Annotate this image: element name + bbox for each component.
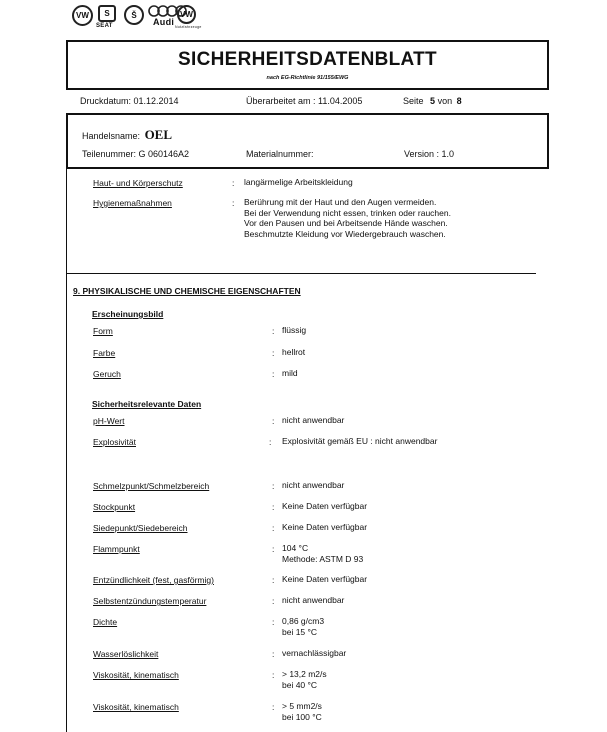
hygiene-line: Berührung mit der Haut und den Augen vermeiden.: [244, 197, 437, 207]
property-value-line: 104 °C: [282, 543, 309, 553]
property-value-line: nicht anwendbar: [282, 415, 345, 425]
trade-name: [82, 127, 172, 143]
page-total: 8: [456, 96, 462, 106]
part-number: Teilenummer: G 060146A2: [82, 149, 190, 159]
audi-label: Audi: [153, 17, 175, 27]
trade-name-label: Handelsname:: [82, 131, 141, 141]
left-border: [66, 169, 67, 732]
colon: :: [272, 416, 275, 426]
odor-value: mild: [282, 368, 298, 378]
property-value-line: nicht anwendbar: [282, 595, 345, 605]
colon: :: [269, 437, 272, 447]
property-value: [282, 574, 367, 585]
colon: :: [272, 369, 275, 379]
hygiene-line: Beschmutzte Kleidung vor Wiedergebrauch waschen.: [244, 228, 446, 239]
title-box: [66, 40, 549, 90]
vw-logo: [72, 5, 93, 27]
colon: :: [272, 596, 275, 606]
hygiene-line: Bei der Verwendung nicht essen, trinken oder rauchen.: [244, 207, 451, 218]
page-label: Seite: [403, 96, 424, 106]
property-value: [282, 480, 344, 491]
property-value: [282, 501, 367, 512]
material-number: Materialnummer:: [246, 149, 314, 159]
seat-logo-icon: S: [98, 5, 116, 22]
page-indicator: [403, 96, 462, 106]
skin-protection-value: langärmelige Arbeitskleidung: [244, 177, 353, 187]
version: Version : 1.0: [404, 149, 455, 159]
page-von: von: [437, 96, 453, 106]
vw-logo-icon: VW: [72, 5, 93, 26]
colon: :: [272, 702, 275, 712]
property-value-line: bei 40 °C: [282, 679, 318, 690]
property-value-line: > 13,2 m2/s: [282, 669, 327, 679]
hygiene-value: [244, 197, 451, 239]
property-value: [282, 595, 344, 606]
colon: :: [272, 326, 275, 336]
safety-data-heading: Sicherheitsrelevante Daten: [92, 399, 202, 409]
property-value: [282, 701, 322, 722]
seat-label: SEAT: [96, 23, 113, 29]
colon: :: [232, 178, 235, 188]
property-value-line: bei 100 °C: [282, 711, 322, 722]
skin-protection-label: Haut- und Körperschutz: [93, 178, 183, 188]
property-label: pH-Wert: [93, 416, 125, 426]
skoda-logo: [124, 5, 144, 27]
property-value-line: nicht anwendbar: [282, 480, 345, 490]
property-label: Viskosität, kinematisch: [93, 670, 179, 680]
property-value-line: Methode: ASTM D 93: [282, 553, 364, 564]
colon: :: [272, 523, 275, 533]
property-value-line: Keine Daten verfügbar: [282, 522, 368, 532]
product-info-box: [66, 113, 549, 169]
property-label: Viskosität, kinematisch: [93, 702, 179, 712]
property-value: [282, 648, 346, 659]
property-value: [282, 543, 363, 564]
hygiene-label: Hygienemaßnahmen: [93, 198, 172, 208]
property-value-line: > 5 mm2/s: [282, 701, 322, 711]
property-value-line: Keine Daten verfügbar: [282, 574, 368, 584]
colon: :: [272, 348, 275, 358]
property-label: Siedepunkt/Siedebereich: [93, 523, 188, 533]
property-value: [282, 415, 344, 426]
skoda-logo-icon: Š: [124, 5, 144, 25]
property-value: [282, 616, 324, 637]
colon: :: [272, 502, 275, 512]
form-label: Form: [93, 326, 113, 336]
property-label: Explosivität: [93, 437, 136, 447]
property-value-line: bei 15 °C: [282, 626, 318, 637]
trade-name-value: OEL: [144, 127, 173, 142]
print-date: Druckdatum: 01.12.2014: [80, 96, 179, 106]
odor-label: Geruch: [93, 369, 121, 379]
section-9-title: 9. PHYSIKALISCHE UND CHEMISCHE EIGENSCHAFTEN: [73, 286, 301, 296]
colon: :: [272, 575, 275, 585]
property-label: Schmelzpunkt/Schmelzbereich: [93, 481, 210, 491]
property-value: [282, 669, 327, 690]
document-subtitle: nach EG-Richtlinie 91/155/EWG: [266, 75, 349, 81]
colon: :: [272, 617, 275, 627]
vw-nutzfahrzeuge-logo: [177, 5, 196, 27]
hygiene-line: Vor den Pausen und bei Arbeitsende Hände waschen.: [244, 218, 448, 228]
appearance-heading: Erscheinungsbild: [92, 309, 164, 319]
property-value: [282, 436, 437, 447]
color-value: hellrot: [282, 347, 306, 357]
color-label: Farbe: [93, 348, 116, 358]
property-value-line: vernachlässigbar: [282, 648, 347, 658]
revised-date: Überarbeitet am : 11.04.2005: [246, 96, 363, 106]
property-label: Selbstentzündungstemperatur: [93, 596, 207, 606]
property-value: [282, 522, 367, 533]
document-title: SICHERHEITSDATENBLATT: [178, 49, 437, 70]
property-value-line: Keine Daten verfügbar: [282, 501, 368, 511]
colon: :: [272, 649, 275, 659]
property-label: Entzündlichkeit (fest, gasförmig): [93, 575, 214, 585]
property-label: Flammpunkt: [93, 544, 140, 554]
property-value-line: Explosivität gemäß EU : nicht anwendbar: [282, 436, 438, 446]
colon: :: [272, 481, 275, 491]
property-value-line: 0,86 g/cm3: [282, 616, 325, 626]
vw-nfz-logo-icon: VW: [177, 5, 196, 24]
form-value: flüssig: [282, 325, 307, 335]
property-label: Stockpunkt: [93, 502, 136, 512]
vw-nfz-label: Nutzfahrzeuge: [175, 25, 202, 29]
section-divider: [66, 273, 536, 274]
colon: :: [232, 198, 235, 208]
property-label: Wasserlöslichkeit: [93, 649, 159, 659]
page-number: 5: [430, 96, 436, 106]
colon: :: [272, 544, 275, 554]
colon: :: [272, 670, 275, 680]
property-label: Dichte: [93, 617, 118, 627]
